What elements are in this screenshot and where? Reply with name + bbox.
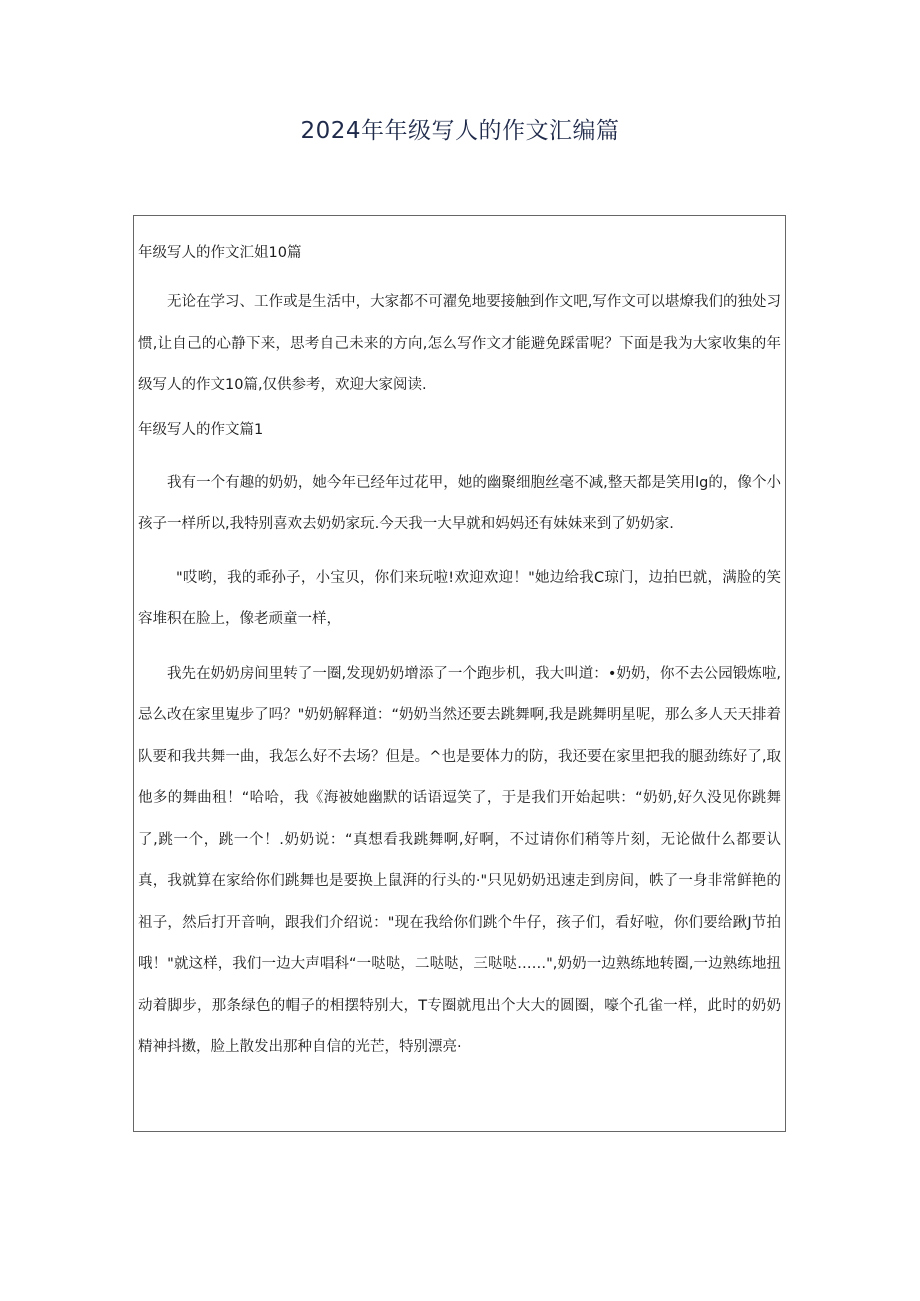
- document-body: [133, 215, 786, 1132]
- body-paragraph: 我先在奶奶房间里转了一圈,发现奶奶增添了一个跑步机，我大叫道：•奶奶，你不去公园锻炼啦,忌么改在家里嵬步了吗？"奶奶解释道：“奶奶当然还要去跳舞啊,我是跳舞明星呢，那么多人天天排着队要和我共舞一曲，我怎么好不去场？但是。^也是要体力的防，我还要在家里把我的腿劲练好了,取他多的舞曲租！“哈哈，我《海被她幽默的话语逗笑了，于是我们开始起哄：“奶奶,好久没见你跳舞了,跳一个，跳一个！.奶奶说：“真想看我跳舞啊,好啊，不过请你们稍等片刻，无论做什么都要认真，我就算在家给你们跳舞也是要换上鼠湃的行头的·"只见奶奶迅速走到房间，帙了一身非常鲜艳的祖子，然后打开音响，跟我们介绍说："现在我给你们跳个牛仔，孩子们，看好啦，你们要给踿J节拍哦！"就这样，我们一边大声唱科“一哒哒，二哒哒，三哒哒……",奶奶一边熟练地转圈,一边熟练地扭动着脚步，那条绿色的帽子的相摆特别大，T专圈就甩出个大大的圆圈，嚎个孔雀一样，此时的奶奶精神抖擞，脸上散发出那种自信的光芒，特别漂亮·: [138, 665, 781, 1055]
- body-paragraph: "哎哟，我的乖孙子，小宝贝，你们来玩啦!欢迎欢迎！"她边给我C琼门，边拍巴就，满脸的笑容堆积在脸上，像老顽童一样，: [138, 569, 781, 627]
- page-title: 2024年年级写人的作文汇编篇: [300, 118, 620, 144]
- intro-paragraph: 无论在学习、工作或是生活中，大家都不可濯免地要接触到作文吧,写作文可以堪燎我们的独处习惯,让自己的心静下来，思考自己未来的方向,怎么写作文才能避免踩雷呢？下面是我为大家收集的年级写人的作文10篇,仅供参考，欢迎大家阅读.: [138, 294, 781, 393]
- body-paragraph: 我有一个有趣的奶奶，她今年已经年过花甲，她的幽聚细胞丝毫不减,整天都是笑用lg的，像个小孩子一样所以,我特别喜欢去奶奶家玩.今天我一大早就和妈妈还有妹妹来到了奶奶家.: [138, 474, 781, 532]
- collection-heading: 年级写人的作文汇姐10篇: [138, 245, 302, 261]
- section-heading: 年级写人的作文篇1: [138, 421, 264, 438]
